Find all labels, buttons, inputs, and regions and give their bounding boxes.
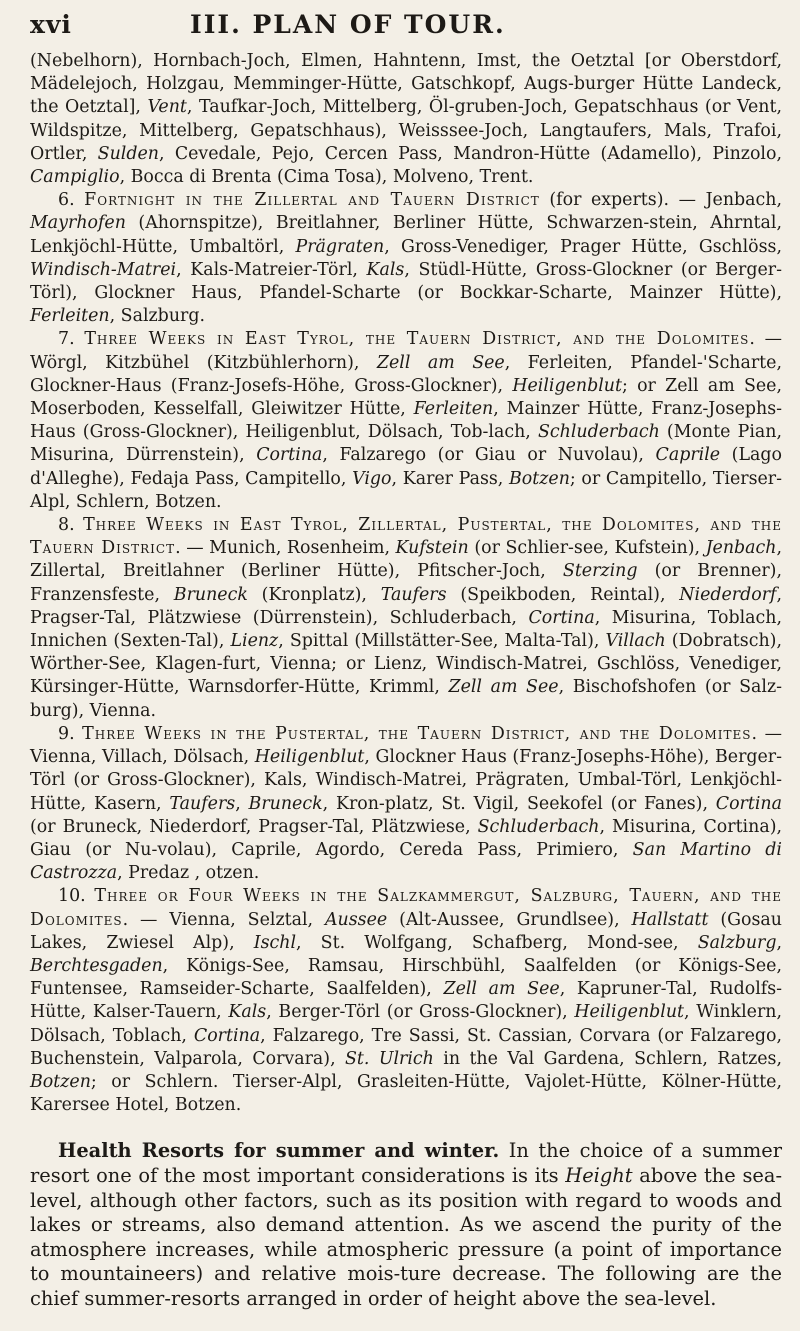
place-name-italic: Zell am See <box>443 979 560 1000</box>
text-run: Vienna, Selztal, <box>169 909 325 930</box>
text-run: , Misurina, Cortina), Giau (or Nu-volau), Caprile, Agordo, Cereda Pass, Primiero, <box>30 816 783 860</box>
tour-entry <box>30 189 782 328</box>
text-run: ; or Campitello, Tierser-Alpl, Schlern, Botzen. <box>30 468 782 512</box>
place-name-italic: Salzburg <box>697 932 777 953</box>
entry-heading-tail: . — <box>751 723 783 744</box>
place-name-italic: Taufers <box>380 584 447 605</box>
entry-heading-tail: . — <box>122 909 170 930</box>
text-run: , St. Wolfgang, Schafberg, Mond-see, <box>296 932 698 953</box>
text-run: , Mainzer Hütte, Franz-Josephs-Haus (Gross-Glockner), Heiligenblut, Dölsach, Tob-lach, <box>30 399 783 443</box>
place-name-italic: Aussee <box>324 909 388 930</box>
place-name-italic: Ferleiten <box>30 306 110 327</box>
text-run: , Bocca di Brenta (Cima Tosa), Molveno, Trent. <box>119 167 534 188</box>
text-run: , Gross-Venediger, Prager Hütte, Gschlöss, <box>384 236 782 257</box>
tour-list <box>30 50 782 1117</box>
text-run: ; or Schlern. Tierser-Alpl, Grasleiten-Hütte, Vajolet-Hütte, Kölner-Hütte, Karersee Hotel, Botzen. <box>30 1071 782 1116</box>
continuation-paragraph <box>30 50 782 189</box>
book-page <box>30 10 782 1331</box>
place-name-italic: Berchtesgaden <box>30 955 163 976</box>
place-name-italic: Zell am See <box>448 677 559 698</box>
entry-number: 8. <box>58 515 75 536</box>
place-name-italic: St. Ulrich <box>345 1048 434 1069</box>
entry-heading-tail: . — <box>175 538 210 559</box>
place-name-italic: Kals <box>366 259 405 280</box>
place-name-italic: Vent <box>147 97 187 118</box>
tour-entry <box>30 328 782 514</box>
place-name-italic: Botzen <box>30 1071 91 1092</box>
text-run: In the choice of a summer resort one of the most important considerations is its <box>30 1139 782 1187</box>
place-name-italic: Sulden <box>97 143 159 164</box>
text-run: , Falzarego, Tre Sassi, St. Cassian, Corvara (or Falzarego, Buchenstein, Valparola, Corvara), <box>30 1025 783 1069</box>
text-run: , Spittal (Millstätter-See, Malta-Tal), <box>278 631 606 652</box>
place-name-italic: Botzen <box>509 468 570 489</box>
entry-heading: Three Weeks in East Tyrol, the Tauern District, and the Dolomites <box>84 329 750 350</box>
place-name-italic: Ferleiten <box>413 399 494 420</box>
place-name-italic: Windisch-Matrei <box>30 259 177 280</box>
place-name-italic: Sterzing <box>562 561 638 582</box>
text-run: Munich, Rosenheim, <box>209 538 396 559</box>
entry-number: 9. <box>58 723 75 744</box>
text-run: ; or Zell am See, Moserboden, Kesselfall, Gleiwitzer Hütte, <box>30 375 782 420</box>
entry-heading: Three Weeks in the Pustertal, the Tauern District, and the Dolomites <box>82 723 752 744</box>
health-resorts-text <box>30 1139 782 1310</box>
text-run: , Taufkar-Joch, Mittelberg, Öl-gruben-Joch, Gepatschhaus (or Vent, Wildspitze, Mittelberg, Gepatschhaus), Weisssee-Joch, Langtaufers, Mals, Trafoi, Ortler, <box>30 97 782 164</box>
entry-heading: Three or Four Weeks in the Salzkammergut, Salzburg, Tauern, and the Dolomites <box>30 886 782 930</box>
entry-heading: Three Weeks in East Tyrol, Zillertal, Pustertal, the Dolomites, and the Tauern District <box>30 515 782 559</box>
place-name-italic: Vigo <box>352 468 392 489</box>
text-run: , Pragser-Tal, Plätzwiese (Dürrenstein), Schluderbach, <box>30 584 782 628</box>
entry-number: 6. <box>58 190 75 211</box>
place-name-italic: Height <box>565 1163 633 1187</box>
tour-entry <box>30 514 782 723</box>
place-name-italic: Lienz <box>230 631 279 652</box>
text-run: Jenbach, <box>705 190 782 211</box>
text-run: , Kron-platz, St. Vigil, Seekofel (or Fanes), <box>322 793 716 814</box>
place-name-italic: Cortina <box>715 793 782 814</box>
text-run: (or Bruneck, Niederdorf, Pragser-Tal, Plätzwiese, <box>30 816 478 837</box>
place-name-italic: Niederdorf <box>679 584 777 605</box>
text-run: , Kals-Matreier-Törl, <box>176 259 367 280</box>
text-run: (Ahornspitze), Breitlahner, Berliner Hütte, Schwarzen-stein, Ahrntal, Lenkjöchl-Hütte, Umbaltörl, <box>30 213 782 257</box>
text-run: (Gosau Lakes, Zwiesel Alp), <box>30 909 782 953</box>
entry-heading-tail: . — <box>749 329 783 350</box>
text-run: , Königs-See, Ramsau, Hirschbühl, Saalfelden (or Königs-See, Funtensee, Ramseider-Scharte, Saalfelden), <box>30 955 782 1000</box>
place-name-italic: San Martino di Castrozza <box>30 839 782 884</box>
place-name-italic: Hallstatt <box>631 909 709 930</box>
text-run: , <box>776 932 783 953</box>
text-run: , Stüdl-Hütte, Gross-Glockner (or Berger-Törl), Glockner Haus, Pfandel-Scharte (or Bockkar-Scharte, Mainzer Hütte), <box>30 259 782 304</box>
place-name-italic: Ischl <box>253 932 297 953</box>
text-run: in the Val Gardena, Schlern, Ratzes, <box>433 1048 783 1069</box>
text-run: , Winklern, Dölsach, Toblach, <box>30 1002 782 1046</box>
text-run: , Ferleiten, Pfandel-'Scharte, Glockner-Haus (Franz-Josefs-Höhe, Gross-Glockner), <box>30 352 782 396</box>
text-run: above the sea-level, although other factors, such as its position with regard to woods and lakes or streams, also demand attention. As we ascend the purity of the atmosphere increases, while atmospheric pressure (a point of importance to mountaineers) and relative mois-ture decrease. The following are the chief summer-resorts arranged in order of height above the sea-level. <box>30 1163 782 1310</box>
text-run: , Berger-Törl (or Gross-Glockner), <box>266 1002 575 1023</box>
place-name-italic: Schluderbach <box>477 816 600 837</box>
text-run: (Speikboden, Reintal), <box>446 584 680 605</box>
place-name-italic: Heiligenblut <box>574 1002 685 1023</box>
place-name-italic: Prägraten <box>295 236 385 257</box>
place-name-italic: Mayrhofen <box>30 213 126 234</box>
place-name-italic: Cortina <box>256 445 323 466</box>
text-run: Wörgl, Kitzbühel (Kitzbühlerhorn), <box>30 352 377 373</box>
text-run: (Alt-Aussee, Grundlsee), <box>387 909 632 930</box>
text-run: , Predaz , otzen. <box>117 863 260 884</box>
place-name-italic: Campiglio <box>30 167 120 188</box>
text-run: , Salzburg. <box>109 306 205 327</box>
entry-number: 10. <box>58 886 86 907</box>
tour-entries <box>30 189 782 1117</box>
place-name-italic: Schluderbach <box>537 422 660 443</box>
text-run: , Falzarego (or Giau or Nuvolau), <box>322 445 656 466</box>
place-name-italic: Kufstein <box>395 538 469 559</box>
text-run: Vienna, Villach, Dölsach, <box>30 747 255 768</box>
place-name-italic: Jenbach <box>705 538 777 559</box>
place-name-italic: Kals <box>228 1002 267 1023</box>
place-name-italic: Caprile <box>655 445 721 466</box>
text-run: , Kapruner-Tal, Rudolfs-Hütte, Kalser-Tauern, <box>30 979 783 1023</box>
text-run: , Glockner Haus (Franz-Josephs-Höhe), Berger-Törl (or Gross-Glockner), Kals, Windisch-Matrei, Prägraten, Umbal-Törl, Lenkjöchl-Hütte, Kasern, <box>30 747 783 814</box>
place-name-italic: Heiligenblut <box>512 375 622 396</box>
place-name-italic: Heiligenblut <box>254 747 365 768</box>
place-name-italic: Cortina <box>193 1025 261 1046</box>
entry-heading: Fortnight in the Zillertal and Tauern District <box>84 190 540 211</box>
entry-number: 7. <box>58 329 75 350</box>
running-head: III. PLAN OF TOUR. <box>190 10 506 39</box>
place-name-italic: Zell am See <box>376 352 505 373</box>
health-resorts-heading: Health Resorts for summer and winter. <box>58 1139 500 1163</box>
text-run: (Dobratsch), Wörther-See, Klagen-furt, Vienna; or Lienz, Windisch-Matrei, Gschlöss, Venediger, Kürsinger-Hütte, Warnsdorfer-Hütte, Krimml, <box>30 631 782 698</box>
page-number: xvi <box>30 10 72 39</box>
tour-entry <box>30 723 782 885</box>
text-run: (Lago d'Alleghe), Fedaja Pass, Campitello, <box>30 445 782 489</box>
place-name-italic: Bruneck <box>248 793 323 814</box>
text-run: , Bischofshofen (or Salz-burg), Vienna. <box>30 677 782 721</box>
text-run: , Cevedale, Pejo, Cercen Pass, Mandron-Hütte (Adamello), Pinzolo, <box>158 143 782 164</box>
text-run: (or Schlier-see, Kufstein), <box>468 538 706 559</box>
text-run: , Misurina, Toblach, Innichen (Sexten-Tal), <box>30 607 782 652</box>
place-name-italic: Bruneck <box>173 584 248 605</box>
text-run: , Zillertal, Breitlahner (Berliner Hütte), Pfitscher-Joch, <box>30 538 783 582</box>
text-run: (Monte Pian, Misurina, Dürrenstein), <box>30 422 782 466</box>
tour-entry <box>30 885 782 1117</box>
text-run: , Karer Pass, <box>391 468 509 489</box>
place-name-italic: Cortina <box>528 607 595 628</box>
page-header <box>30 10 782 44</box>
text-run: (Nebelhorn), Hornbach-Joch, Elmen, Hahntenn, Imst, the Oetztal [or Oberstdorf, Mädelejoch, Holzgau, Memminger-Hütte, Gatschkopf, Augs-burger Hütte Landeck, the Oetztal], <box>30 51 782 118</box>
place-name-italic: Villach <box>605 631 666 652</box>
text-run: (Kronplatz), <box>247 584 381 605</box>
place-name-italic: Taufers <box>169 793 236 814</box>
text-run: , <box>235 793 249 814</box>
entry-heading-tail: (for experts). — <box>539 190 706 211</box>
text-run: (or Brenner), Franzensfeste, <box>30 561 782 605</box>
health-resorts-paragraph <box>30 1139 782 1311</box>
